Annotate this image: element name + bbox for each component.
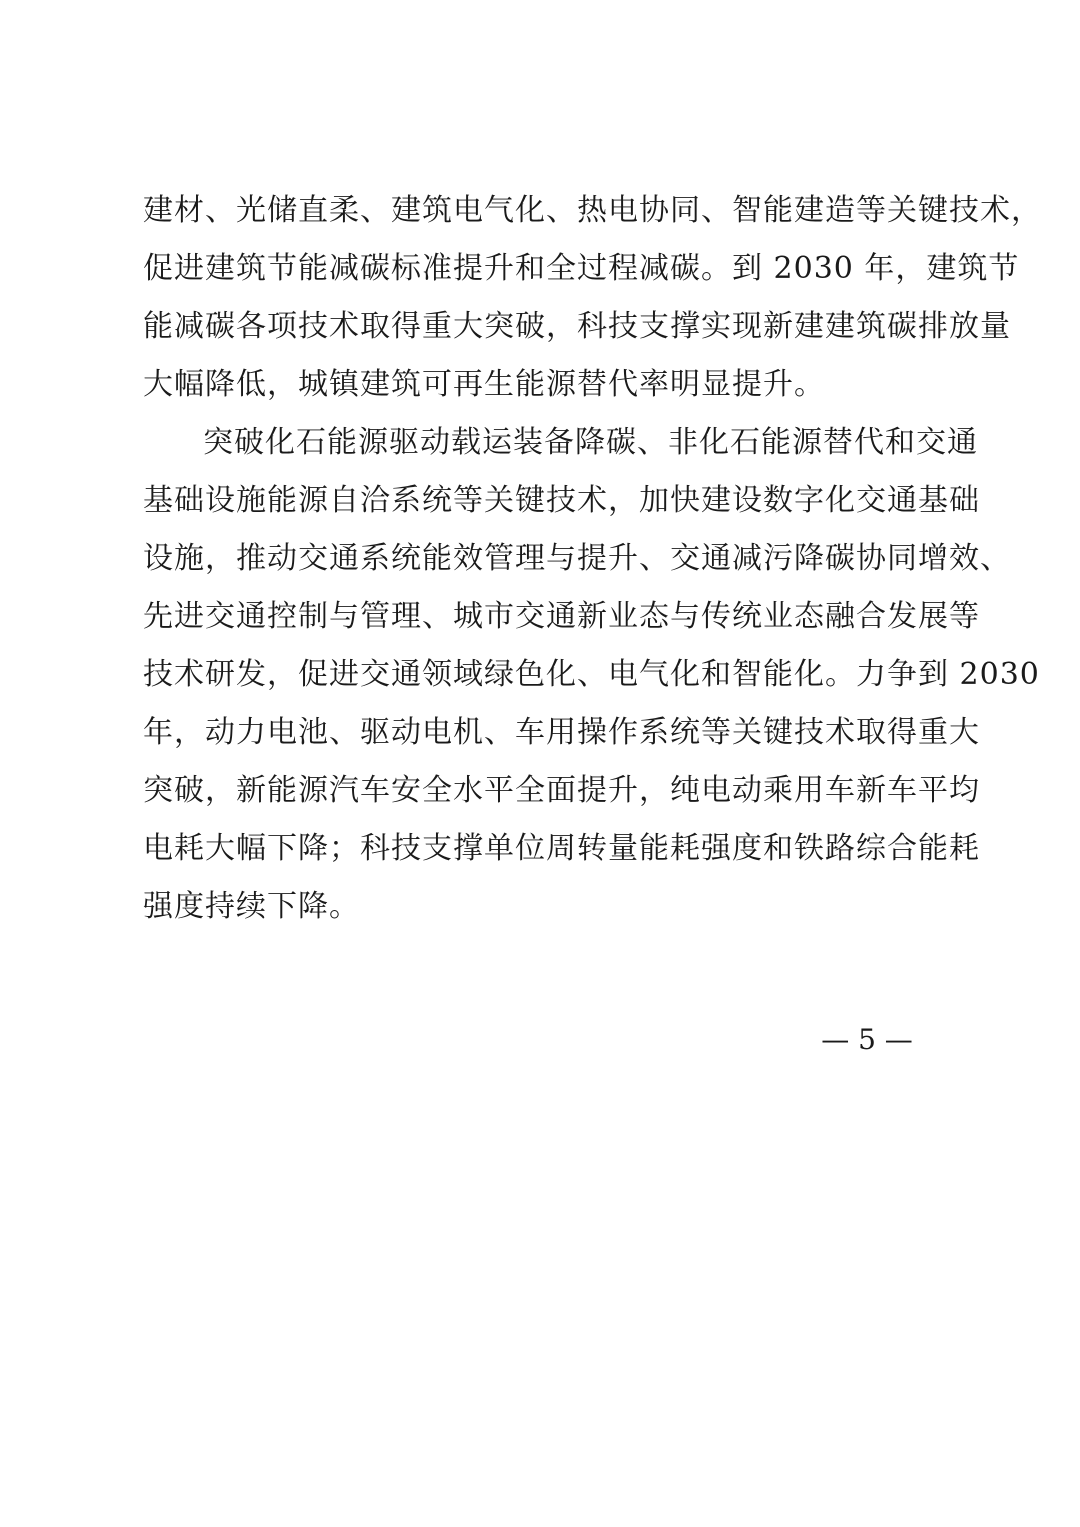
text-line: 建材、光储直柔、建筑电气化、热电协同、智能建造等关键技术， bbox=[143, 193, 1042, 228]
paragraph-2 bbox=[143, 414, 1040, 936]
text-line: 突破化石能源驱动载运装备降碳、非化石能源替代和交通 bbox=[203, 425, 978, 460]
paragraph-1 bbox=[143, 182, 1042, 414]
page-number: — 5 — bbox=[821, 1023, 913, 1056]
text-line: 促进建筑节能减碳标准提升和全过程减碳。到 2030 年，建筑节 bbox=[143, 251, 1020, 286]
text-line: 基础设施能源自洽系统等关键技术，加快建设数字化交通基础 bbox=[143, 483, 980, 518]
text-line: 电耗大幅下降；科技支撑单位周转量能耗强度和铁路综合能耗 bbox=[143, 831, 980, 866]
text-line: 年，动力电池、驱动电机、车用操作系统等关键技术取得重大 bbox=[143, 715, 980, 750]
text-line: 强度持续下降。 bbox=[143, 889, 360, 924]
text-line: 突破，新能源汽车安全水平全面提升，纯电动乘用车新车平均 bbox=[143, 773, 980, 808]
text-line: 设施，推动交通系统能效管理与提升、交通减污降碳协同增效、 bbox=[143, 541, 1011, 576]
text-line: 技术研发，促进交通领域绿色化、电气化和智能化。力争到 2030 bbox=[143, 657, 1040, 692]
text-line: 先进交通控制与管理、城市交通新业态与传统业态融合发展等 bbox=[143, 599, 980, 634]
text-line: 能减碳各项技术取得重大突破，科技支撑实现新建建筑碳排放量 bbox=[143, 309, 1011, 344]
text-line: 大幅降低，城镇建筑可再生能源替代率明显提升。 bbox=[143, 367, 825, 402]
document-body bbox=[143, 182, 1042, 936]
